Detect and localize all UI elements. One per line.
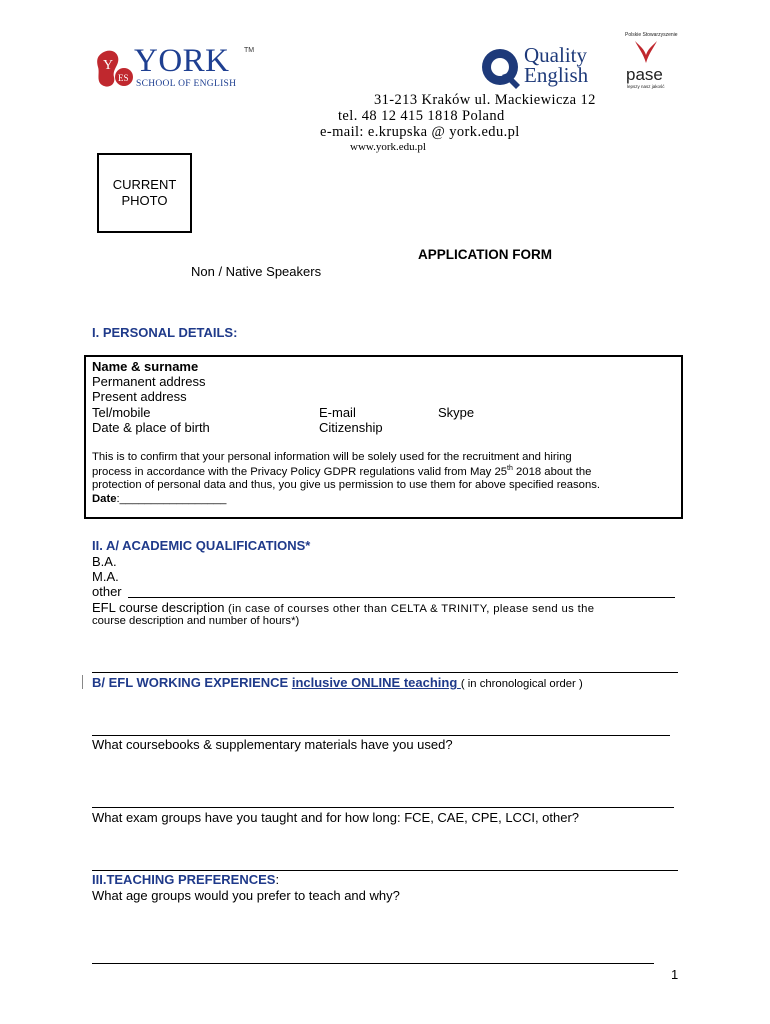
photo-box-line1: CURRENT: [112, 177, 177, 192]
york-school-logo: [94, 45, 264, 93]
quality-english-wordmark: [524, 45, 588, 85]
ba-label: B.A.: [92, 554, 117, 569]
coursebooks-answer-line[interactable]: [92, 807, 674, 808]
experience-answer-line[interactable]: [92, 735, 670, 736]
ma-label: M.A.: [92, 569, 119, 584]
permanent-address-label: Permanent address: [92, 374, 206, 389]
efl-experience-label: B/ EFL WORKING EXPERIENCE: [92, 675, 292, 690]
online-teaching-link[interactable]: inclusive ONLINE teaching: [291, 675, 461, 690]
teaching-preferences-heading: [92, 872, 279, 887]
citizenship-label: Citizenship: [319, 420, 383, 435]
pase-swirl-icon: [631, 39, 661, 65]
chronological-note: ( in chronological order ): [460, 678, 583, 690]
efl-desc-answer-line[interactable]: [92, 672, 678, 673]
pase-bottom-text: lepszy nasz jakość: [627, 84, 665, 89]
photo-box-line2: PHOTO: [121, 193, 168, 208]
quality-english-logo: [480, 45, 605, 93]
email-label: E-mail: [319, 405, 356, 420]
consent-line-1: This is to confirm that your personal information will be solely used for the recruitment and hiring: [92, 451, 572, 463]
emblem-letters: ES: [118, 73, 129, 83]
consent-line-3: protection of personal data and thus, you give us permission to use them for above specified reasons.: [92, 479, 601, 491]
page-number: 1: [671, 967, 679, 982]
present-address-label: Present address: [92, 389, 187, 404]
other-label: other: [92, 584, 122, 599]
tel-line: tel. 48 12 415 1818 Poland: [338, 108, 505, 124]
web-line: www.york.edu.pl: [350, 141, 426, 153]
teaching-preferences-label: III.TEACHING PREFERENCES: [92, 872, 276, 887]
other-answer-line[interactable]: [128, 597, 675, 598]
form-subtitle: Non / Native Speakers: [191, 264, 322, 279]
efl-desc-note: (in case of courses other than CELTA & TRINITY, please send us the: [224, 603, 595, 615]
consent-line-2b: 2018 about the: [512, 465, 592, 478]
quality-q-icon: [480, 47, 522, 91]
pase-logo: [623, 32, 678, 92]
efl-desc-label: EFL course description: [92, 600, 225, 615]
date-field[interactable]: [92, 493, 226, 505]
consent-line-2a: process in accordance with the Privacy Policy GDPR regulations valid from May 25: [92, 465, 508, 478]
address-line: 31-213 Kraków ul. Mackiewicza 12: [374, 92, 596, 108]
pase-top-text: Polskie Stowarzyszenie: [625, 32, 678, 38]
date-blank: :_________________: [116, 493, 227, 505]
tel-label: Tel/mobile: [92, 405, 151, 420]
quality-line1: Quality: [524, 43, 587, 67]
form-title: APPLICATION FORM: [418, 247, 552, 262]
teaching-preferences-colon: :: [275, 872, 280, 887]
email-line: e-mail: e.krupska @ york.edu.pl: [320, 124, 520, 140]
age-groups-answer-line[interactable]: [92, 963, 654, 964]
age-groups-question: What age groups would you prefer to teach and why?: [92, 888, 400, 903]
exam-answer-line[interactable]: [92, 870, 678, 871]
dob-label: Date & place of birth: [92, 420, 210, 435]
efl-working-experience-heading: [92, 675, 583, 690]
quality-line2: English: [524, 63, 589, 87]
margin-marker: [82, 675, 83, 689]
skype-label: Skype: [438, 405, 475, 420]
date-label: Date: [92, 493, 117, 505]
exam-groups-question: What exam groups have you taught and for how long: FCE, CAE, CPE, LCCI, other?: [92, 810, 580, 825]
york-emblem-icon: [94, 47, 134, 91]
efl-desc-note-2: course description and number of hours*): [92, 615, 300, 627]
consent-line-2: [92, 465, 591, 478]
pase-wordmark: pase: [626, 65, 663, 84]
york-wordmark: YORK: [134, 43, 230, 79]
york-trademark: TM: [244, 47, 255, 54]
photo-box: [97, 153, 192, 233]
york-subtitle: SCHOOL OF ENGLISH: [136, 79, 237, 89]
emblem-y: Y: [103, 58, 114, 73]
consent-sup: th: [507, 465, 513, 472]
personal-details-heading: I. PERSONAL DETAILS:: [92, 325, 238, 340]
academic-qualifications-heading: II. A/ ACADEMIC QUALIFICATIONS*: [92, 538, 311, 553]
efl-course-description: [92, 600, 594, 615]
coursebooks-question: What coursebooks & supplementary materials have you used?: [92, 737, 453, 752]
name-label: Name & surname: [92, 359, 199, 374]
